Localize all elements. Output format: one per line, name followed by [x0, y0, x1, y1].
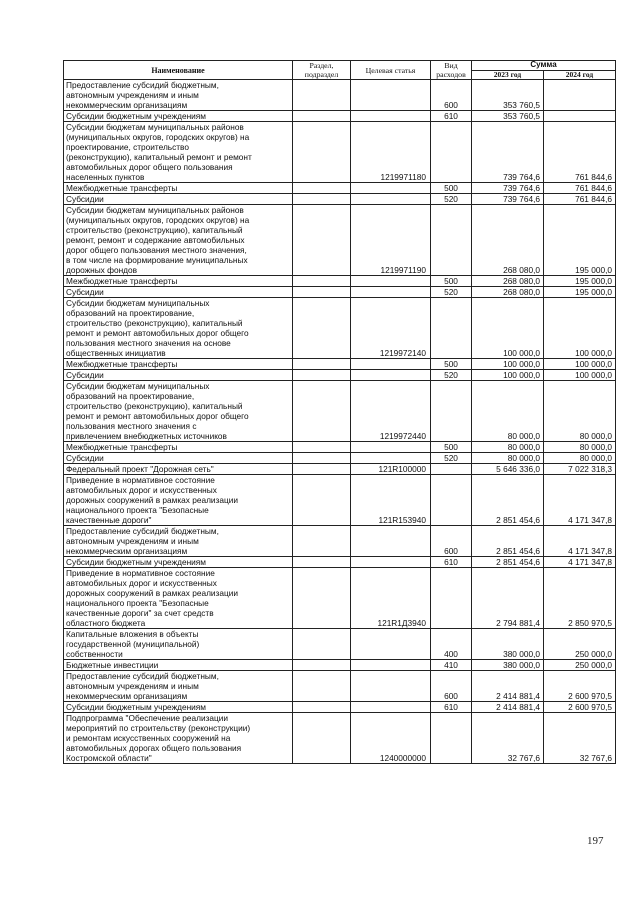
table-row [64, 702, 616, 713]
row-expense-type: 610 [431, 111, 472, 122]
table-row [64, 298, 616, 359]
header-article: Целевая статья [351, 61, 431, 80]
row-article [351, 453, 431, 464]
row-sum-2023: 268 080,0 [472, 287, 544, 298]
row-section [293, 442, 351, 453]
table-row [64, 183, 616, 194]
row-name: Межбюджетные трансферты [64, 183, 293, 194]
row-name: Субсидии бюджетам муниципальных образований на проектирование, строительство (реконструкцию), капитальный ремонт и ремонт автомобильных дорог общего пользования местного значения на основе общественных инициатив [64, 298, 293, 359]
header-year-2024: 2024 год [544, 70, 616, 80]
row-section [293, 205, 351, 276]
table-row [64, 568, 616, 629]
table-row [64, 205, 616, 276]
row-sum-2023: 32 767,6 [472, 713, 544, 764]
row-sum-2024: 32 767,6 [544, 713, 616, 764]
row-section [293, 526, 351, 557]
row-expense-type: 500 [431, 183, 472, 194]
row-expense-type: 500 [431, 276, 472, 287]
row-name: Субсидии бюджетным учреждениям [64, 702, 293, 713]
row-sum-2023: 739 764,6 [472, 183, 544, 194]
row-article [351, 370, 431, 381]
row-name: Предоставление субсидий бюджетным, автономным учреждениям и иным некоммерческим организациям [64, 80, 293, 111]
header-expense-type: Вид расходов [431, 61, 472, 80]
row-section [293, 359, 351, 370]
row-article [351, 111, 431, 122]
row-expense-type: 610 [431, 557, 472, 568]
row-expense-type: 520 [431, 287, 472, 298]
row-section [293, 568, 351, 629]
table-row [64, 557, 616, 568]
row-sum-2023: 100 000,0 [472, 298, 544, 359]
row-sum-2023: 268 080,0 [472, 205, 544, 276]
table-row [64, 80, 616, 111]
row-section [293, 122, 351, 183]
row-sum-2024: 195 000,0 [544, 205, 616, 276]
row-section [293, 660, 351, 671]
row-sum-2024: 195 000,0 [544, 287, 616, 298]
row-name: Межбюджетные трансферты [64, 442, 293, 453]
row-sum-2023: 80 000,0 [472, 442, 544, 453]
table-row [64, 287, 616, 298]
table-row [64, 111, 616, 122]
row-sum-2024: 80 000,0 [544, 453, 616, 464]
row-section [293, 111, 351, 122]
row-sum-2024: 2 600 970,5 [544, 671, 616, 702]
row-sum-2023: 2 794 881,4 [472, 568, 544, 629]
budget-table [63, 60, 616, 764]
row-expense-type [431, 205, 472, 276]
row-expense-type [431, 713, 472, 764]
row-sum-2024: 2 600 970,5 [544, 702, 616, 713]
row-sum-2024: 100 000,0 [544, 370, 616, 381]
row-section [293, 671, 351, 702]
table-row [64, 475, 616, 526]
header-name: Наименование [64, 61, 293, 80]
row-article [351, 183, 431, 194]
row-name: Подпрограмма "Обеспечение реализации мероприятий по строительству (реконструкции) и ремонтам искусственных сооружений на автомобильных дорогах общего пользования Костромской области" [64, 713, 293, 764]
table-row [64, 453, 616, 464]
row-article [351, 442, 431, 453]
row-article [351, 629, 431, 660]
row-sum-2024: 4 171 347,8 [544, 475, 616, 526]
row-expense-type: 500 [431, 442, 472, 453]
page-number: 197 [587, 835, 604, 847]
table-row [64, 381, 616, 442]
row-expense-type: 600 [431, 671, 472, 702]
row-article [351, 557, 431, 568]
row-section [293, 702, 351, 713]
row-expense-type [431, 122, 472, 183]
row-sum-2024: 100 000,0 [544, 298, 616, 359]
row-sum-2024: 7 022 318,3 [544, 464, 616, 475]
table-row [64, 370, 616, 381]
row-expense-type [431, 475, 472, 526]
row-article: 121R153940 [351, 475, 431, 526]
row-section [293, 183, 351, 194]
row-sum-2024: 100 000,0 [544, 359, 616, 370]
row-name: Федеральный проект "Дорожная сеть" [64, 464, 293, 475]
row-expense-type [431, 568, 472, 629]
row-sum-2024 [544, 111, 616, 122]
row-article [351, 526, 431, 557]
row-expense-type: 610 [431, 702, 472, 713]
row-name: Бюджетные инвестиции [64, 660, 293, 671]
table-row [64, 359, 616, 370]
row-name: Приведение в нормативное состояние автомобильных дорог и искусственных дорожных сооружений в рамках реализации национального проекта "Безопасные качественные дороги" [64, 475, 293, 526]
row-expense-type: 600 [431, 526, 472, 557]
row-sum-2023: 380 000,0 [472, 660, 544, 671]
row-sum-2024: 4 171 347,8 [544, 557, 616, 568]
row-name: Предоставление субсидий бюджетным, автономным учреждениям и иным некоммерческим организациям [64, 671, 293, 702]
row-article [351, 671, 431, 702]
row-expense-type: 600 [431, 80, 472, 111]
table-row [64, 526, 616, 557]
row-sum-2024: 250 000,0 [544, 660, 616, 671]
table-row [64, 122, 616, 183]
row-expense-type [431, 464, 472, 475]
row-article [351, 194, 431, 205]
row-expense-type [431, 298, 472, 359]
row-sum-2023: 2 414 881,4 [472, 702, 544, 713]
row-expense-type: 520 [431, 370, 472, 381]
row-article: 1240000000 [351, 713, 431, 764]
row-name: Субсидии бюджетам муниципальных районов (муниципальных округов, городских округов) на строительство (реконструкцию), капитальный ремонт, ремонт и содержание автомобильных дорог общего пользования местного значения, в том числе на формирование муниципальных дорожных фондов [64, 205, 293, 276]
row-sum-2023: 380 000,0 [472, 629, 544, 660]
table-row [64, 660, 616, 671]
row-sum-2023: 100 000,0 [472, 370, 544, 381]
row-section [293, 298, 351, 359]
table-row [64, 442, 616, 453]
table-row [64, 276, 616, 287]
row-article [351, 359, 431, 370]
row-name: Субсидии [64, 194, 293, 205]
row-sum-2023: 2 851 454,6 [472, 557, 544, 568]
row-sum-2023: 2 851 454,6 [472, 526, 544, 557]
row-sum-2024: 761 844,6 [544, 122, 616, 183]
row-section [293, 453, 351, 464]
row-sum-2024: 2 850 970,5 [544, 568, 616, 629]
row-sum-2023: 353 760,5 [472, 80, 544, 111]
row-section [293, 557, 351, 568]
row-sum-2024: 195 000,0 [544, 276, 616, 287]
row-sum-2023: 2 414 881,4 [472, 671, 544, 702]
row-article [351, 660, 431, 671]
row-section [293, 80, 351, 111]
row-name: Межбюджетные трансферты [64, 359, 293, 370]
row-sum-2023: 2 851 454,6 [472, 475, 544, 526]
row-sum-2023: 739 764,6 [472, 122, 544, 183]
row-name: Субсидии бюджетным учреждениям [64, 111, 293, 122]
row-sum-2024: 250 000,0 [544, 629, 616, 660]
row-sum-2024: 4 171 347,8 [544, 526, 616, 557]
row-section [293, 713, 351, 764]
table-row [64, 671, 616, 702]
table-body [64, 80, 616, 764]
table-row [64, 194, 616, 205]
row-sum-2023: 268 080,0 [472, 276, 544, 287]
row-section [293, 381, 351, 442]
header-year-2023: 2023 год [472, 70, 544, 80]
row-article: 121R100000 [351, 464, 431, 475]
row-name: Межбюджетные трансферты [64, 276, 293, 287]
row-expense-type: 410 [431, 660, 472, 671]
row-section [293, 194, 351, 205]
row-sum-2023: 739 764,6 [472, 194, 544, 205]
row-expense-type: 400 [431, 629, 472, 660]
row-sum-2024: 761 844,6 [544, 194, 616, 205]
row-name: Предоставление субсидий бюджетным, автономным учреждениям и иным некоммерческим организациям [64, 526, 293, 557]
row-expense-type [431, 381, 472, 442]
row-name: Капитальные вложения в объекты государственной (муниципальной) собственности [64, 629, 293, 660]
row-section [293, 464, 351, 475]
row-section [293, 287, 351, 298]
row-sum-2024 [544, 80, 616, 111]
row-sum-2023: 5 646 336,0 [472, 464, 544, 475]
row-name: Приведение в нормативное состояние автомобильных дорог и искусственных дорожных сооружений в рамках реализации национального проекта "Безопасные качественные дороги" за счет средств областного бюджета [64, 568, 293, 629]
row-sum-2024: 80 000,0 [544, 442, 616, 453]
table-row [64, 629, 616, 660]
table-row [64, 464, 616, 475]
row-sum-2023: 100 000,0 [472, 359, 544, 370]
row-article: 1219972440 [351, 381, 431, 442]
table-row [64, 713, 616, 764]
row-expense-type: 520 [431, 453, 472, 464]
row-name: Субсидии бюджетным учреждениям [64, 557, 293, 568]
row-section [293, 370, 351, 381]
row-expense-type: 520 [431, 194, 472, 205]
row-article: 1219972140 [351, 298, 431, 359]
row-name: Субсидии [64, 287, 293, 298]
row-section [293, 629, 351, 660]
row-name: Субсидии [64, 370, 293, 381]
row-sum-2024: 80 000,0 [544, 381, 616, 442]
row-article [351, 276, 431, 287]
row-section [293, 475, 351, 526]
row-sum-2023: 353 760,5 [472, 111, 544, 122]
row-name: Субсидии [64, 453, 293, 464]
row-article [351, 80, 431, 111]
row-article: 1219971180 [351, 122, 431, 183]
row-sum-2023: 80 000,0 [472, 381, 544, 442]
row-sum-2024: 761 844,6 [544, 183, 616, 194]
row-name: Субсидии бюджетам муниципальных районов (муниципальных округов, городских округов) на проектирование, строительство (реконструкцию), капитальный ремонт и ремонт автомобильных дорог общего пользования населенных пунктов [64, 122, 293, 183]
row-name: Субсидии бюджетам муниципальных образований на проектирование, строительство (реконструкцию), капитальный ремонт и ремонт автомобильных дорог общего пользования местного значения с привлечением внебюджетных источников [64, 381, 293, 442]
row-article: 121R1Д3940 [351, 568, 431, 629]
header-section: Раздел, подраздел [293, 61, 351, 80]
row-section [293, 276, 351, 287]
header-sum: Сумма [472, 61, 616, 71]
row-article: 1219971190 [351, 205, 431, 276]
row-article [351, 287, 431, 298]
row-sum-2023: 80 000,0 [472, 453, 544, 464]
row-expense-type: 500 [431, 359, 472, 370]
row-article [351, 702, 431, 713]
